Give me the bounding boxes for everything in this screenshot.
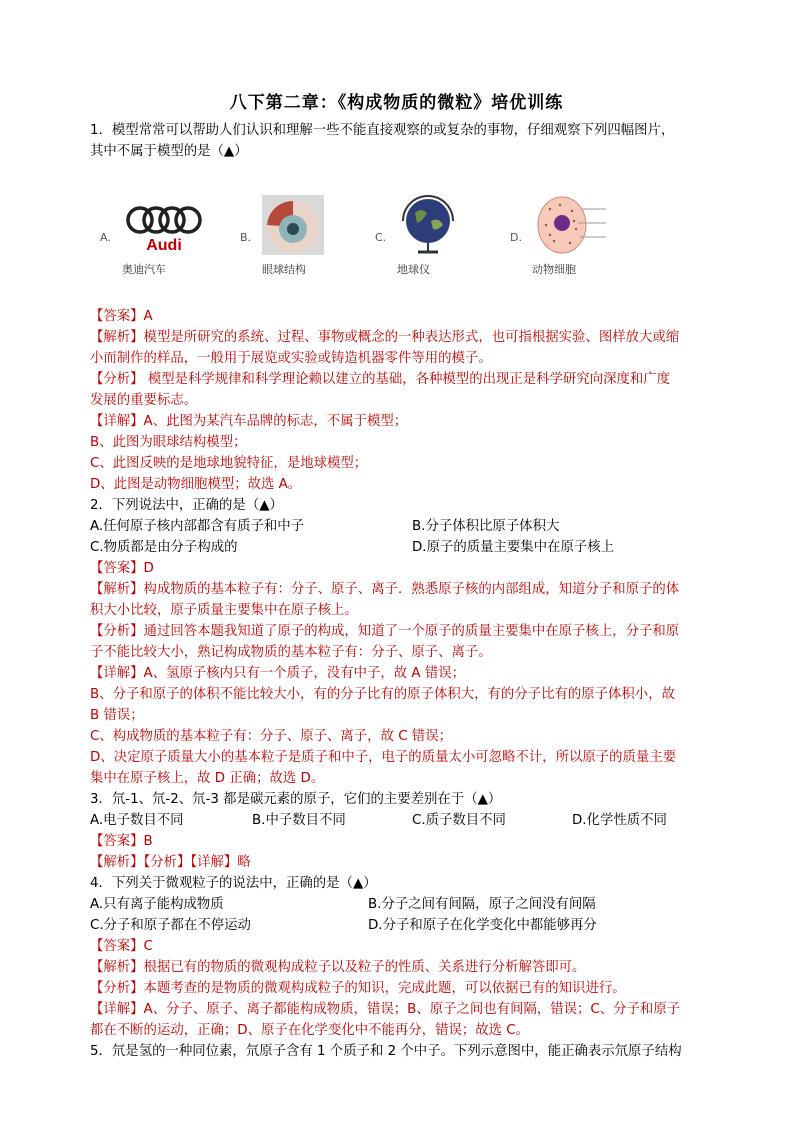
figure-d-letter: D. [510,231,522,244]
question-3-option-d: D.化学性质不同 [572,813,667,828]
globe-icon [393,195,463,257]
detail-4-line-1: 【详解】A、分子、原子、离子都能构成物质，错误；B、原子之间也有间隔，错误；C、分子和原子 [90,1002,681,1017]
question-2-option-d: D.原子的质量主要集中在原子核上 [412,540,615,555]
question-2-option-b: B.分子体积比原子体积大 [412,519,560,534]
detail-2-line-4: C、构成物质的基本粒子有：分子、原子、离子，故 C 错误； [90,729,452,744]
animal-cell-icon [530,195,610,257]
question-2-option-c: C.物质都是由分子构成的 [90,540,238,555]
question-3-option-a: A.电子数目不同 [90,813,184,828]
question-2: 2．下列说法中，正确的是（▲） [90,498,283,513]
analysis-3: 【解析】【分析】【详解】略 [90,855,251,870]
detail-2-line-5: D、决定原子质量大小的基本粒子是质子和中子，电子的质量太小可忽略不计，所以原子的质量主要 [90,750,677,765]
reasoning-4: 【分析】本题考查的是物质的微观构成粒子的知识，完成此题，可以依据已有的知识进行。 [90,981,626,996]
figure-d-caption: 动物细胞 [532,263,576,276]
analysis-2-line-1: 【解析】构成物质的基本粒子有：分子、原子、离子．熟悉原子核的内部组成，知道分子和原子的体 [90,582,680,597]
question-4: 4．下列关于微观粒子的说法中，正确的是（▲） [90,876,377,891]
detail-2-line-6: 集中在原子核上，故 D 正确；故选 D。 [90,771,325,786]
reasoning-1-line-1: 【分析】 模型是科学规律和科学理论赖以建立的基础，各种模型的出现正是科学研究向深度和广度 [90,372,671,387]
audi-logo-icon [120,200,210,260]
question-1-line-2: 其中不属于模型的是（▲） [90,144,248,159]
question-1-line-1: 1．模型常常可以帮助人们认识和理解一些不能直接观察的或复杂的事物，仔细观察下列四幅图片， [90,123,675,138]
page-title: 八下第二章：《构成物质的微粒》培优训练 [229,93,564,113]
detail-2-line-1: 【详解】A、氢原子核内只有一个质子，没有中子，故 A 错误； [90,666,465,681]
analysis-4: 【解析】根据已有的物质的微观构成粒子以及粒子的性质、关系进行分析解答即可。 [90,960,586,975]
reasoning-2-line-1: 【分析】通过回答本题我知道了原子的构成，知道了一个原子的质量主要集中在原子核上，分子和原 [90,624,680,639]
detail-1-line-1: 【详解】A、此图为某汽车品牌的标志，不属于模型； [90,414,408,429]
question-1-figures [100,195,620,285]
question-5: 5．氘是氢的一种同位素，氘原子含有 1 个质子和 2 个中子。下列示意图中，能正确表示氘原子结构 [90,1044,682,1059]
figure-c-letter: C. [375,231,387,244]
detail-1-line-2: B、此图为眼球结构模型； [90,435,247,450]
detail-2-line-3: B 错误； [90,708,144,723]
analysis-1-line-1: 【解析】模型是所研究的系统、过程、事物或概念的一种表达形式，也可指根据实验、图样放大或缩 [90,330,680,345]
reasoning-2-line-2: 子不能比较大小，熟记构成物质的基本粒子有：分子、原子、离子。 [90,645,492,660]
reasoning-1-line-2: 发展的重要标志。 [90,393,198,408]
figure-a-letter: A. [100,231,111,244]
answer-2: 【答案】D [90,561,154,576]
eyeball-icon [262,195,324,255]
figure-a-caption: 奥迪汽车 [122,263,166,276]
question-3-option-c: C.质子数目不同 [412,813,506,828]
figure-b-caption: 眼球结构 [262,263,306,276]
figure-b-letter: B. [240,231,252,244]
question-4-option-a: A.只有离子能构成物质 [90,897,224,912]
question-4-option-c: C.分子和原子都在不停运动 [90,918,251,933]
audi-logo-text: Audi [146,237,182,254]
question-3: 3．氘-1、氘-2、氘-3 都是碳元素的原子，它们的主要差别在于（▲） [90,792,502,807]
detail-1-line-4: D、此图是动物细胞模型；故选 A。 [90,477,302,492]
detail-4-line-2: 都在不断的运动，正确；D、原子在化学变化中不能再分，错误；故选 C。 [90,1023,530,1038]
figure-c-caption: 地球仪 [397,263,430,276]
question-2-option-a: A.任何原子核内部都含有质子和中子 [90,519,305,534]
answer-1: 【答案】A [90,309,153,324]
question-3-option-b: B.中子数目不同 [252,813,346,828]
analysis-2-line-2: 积大小比较，原子质量主要集中在原子核上。 [90,603,358,618]
answer-3: 【答案】B [90,834,153,849]
detail-1-line-3: C、此图反映的是地球地貌特征，是地球模型； [90,456,368,471]
question-4-option-d: D.分子和原子在化学变化中都能够再分 [368,918,597,933]
detail-2-line-2: B、分子和原子的体积不能比较大小，有的分子比有的原子体积大，有的分子比有的原子体积小，故 [90,687,675,702]
question-4-option-b: B.分子之间有间隔，原子之间没有间隔 [368,897,596,912]
answer-4: 【答案】C [90,939,153,954]
analysis-1-line-2: 小而制作的样品，一般用于展览或实验或铸造机器零件等用的模子。 [90,351,492,366]
